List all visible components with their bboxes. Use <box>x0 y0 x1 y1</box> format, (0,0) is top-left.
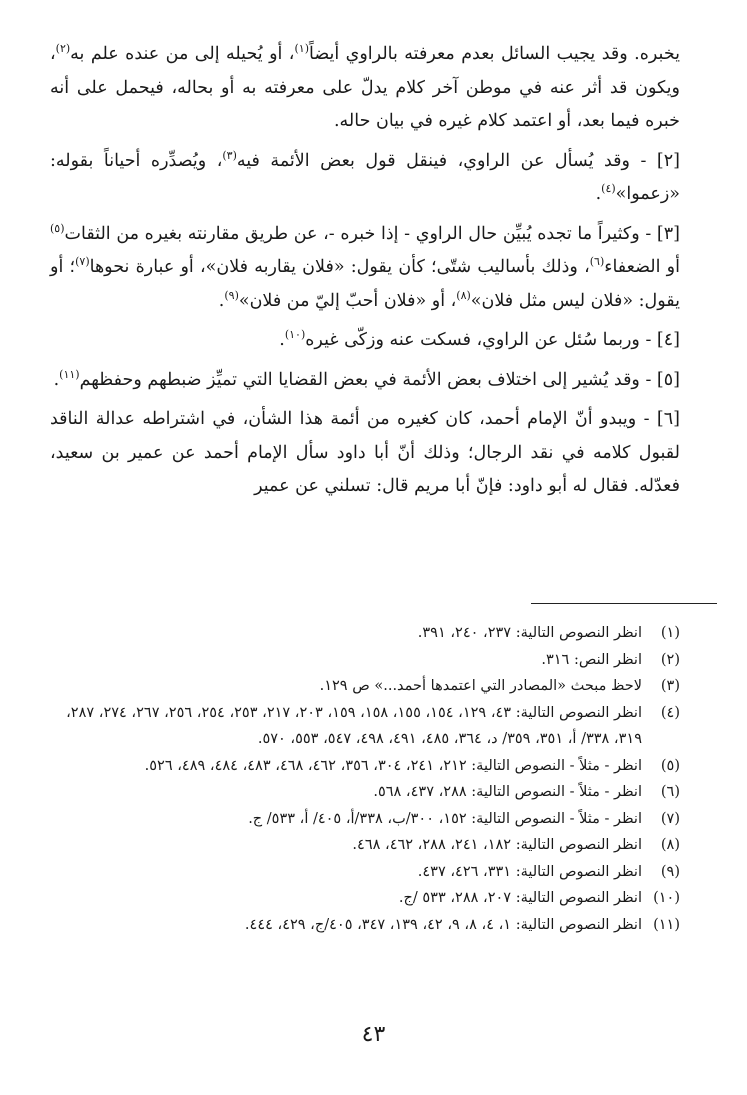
footnote-number: (٦) <box>660 784 680 800</box>
footnote-number: (١) <box>660 625 680 641</box>
footnote-reference: (١١) <box>59 367 80 381</box>
paragraph <box>50 218 680 319</box>
footnote-text: انظر النصوص التالية: ١، ٤، ٨، ٩، ٤٢، ١٣٩، ٣٤٧، ٤٠٥/ج، ٤٢٩، ٤٤٤. <box>244 916 642 933</box>
footnote <box>50 859 680 886</box>
paragraph-text: يخبره. وقد يجيب السائل بعدم معرفته بالراوي أيضاً <box>308 44 680 64</box>
footnote-reference: (٩) <box>224 288 239 302</box>
footnote-reference: (١٠) <box>284 328 306 342</box>
footnote-text: لاحظ مبحث «المصادر التي اعتمدها أحمد...» ص ١٢٩. <box>319 678 642 694</box>
footnote <box>50 779 680 806</box>
footnote <box>50 620 680 647</box>
page-number: ٤٣ <box>361 1022 386 1047</box>
paragraph-text: ، ويُصدِّره أحياناً بقوله: «زعموا» <box>50 150 680 204</box>
main-text <box>50 38 680 504</box>
paragraph <box>50 324 680 358</box>
footnote-text: انظر - مثلاً - النصوص التالية: ١٥٢، ٣٠٠/ب، ٣٣٨/أ، ٤٠٥/ أ، ٥٣٣/ ج. <box>248 810 642 827</box>
footnote-number: (٤) <box>660 704 680 721</box>
paragraph-text: ؛ أو يقول: «فلان ليس مثل فلان» <box>50 257 680 311</box>
footnote-number: (١٠) <box>653 890 680 906</box>
footnotes <box>50 620 680 938</box>
paragraph-text: [٦] - ويبدو أنّ الإمام أحمد، كان كغيره من أئمة هذا الشأن، في اشتراطه عدالة الناقد لقبول كلامه في نقد الرجال؛ وذلك أنّ أبا داود سأل الإمام أحمد عن عمير بن سعيد، فعدّله. فقال له أبو داود: فإنّ أبا مريم قال: تسلني عن عمير <box>50 409 680 496</box>
paragraph-text: . <box>595 184 602 204</box>
footnote-text: انظر النص: ٣١٦. <box>541 651 642 668</box>
footnote-reference: (٧) <box>75 255 90 269</box>
footnote <box>50 753 680 780</box>
paragraph-text: ، أو يُحيله إلى من عنده علم به <box>70 44 295 64</box>
footnote-reference: (٢) <box>55 42 71 56</box>
paragraph-text: . <box>218 290 225 311</box>
footnote <box>50 673 680 700</box>
footnote-reference: (٨) <box>456 288 471 302</box>
paragraph-text: [٢] - وقد يُسأل عن الراوي، فينقل قول بعض الأئمة فيه <box>236 150 680 171</box>
paragraph-text: [٥] - وقد يُشير إلى اختلاف بعض الأئمة في بعض القضايا التي تميِّز ضبطهم وحفظهم <box>79 369 680 390</box>
footnote-reference: (١) <box>294 42 309 56</box>
paragraph <box>50 364 680 398</box>
footnote-number: (٥) <box>660 757 680 774</box>
paragraph <box>50 38 680 139</box>
footnote-text: انظر - مثلاً - النصوص التالية: ٢١٢، ٢٤١، ٣٠٤، ٣٥٦، ٤٦٢، ٤٦٨، ٤٨٣، ٤٨٤، ٤٨٩، ٥٢٦. <box>144 757 642 774</box>
paragraph-text: ، أو «فلان أحبّ إليّ من فلان» <box>238 290 457 311</box>
paragraph-text: ، ويكون قد أثر عنه في موطن آخر كلام يدلّ على معرفته به أو بحاله، فيحمل على أنه خبره فيما بعد، أو اعتمد كلام غيره في بيان حاله. <box>50 44 680 131</box>
footnote-separator <box>531 603 717 604</box>
footnote-text: انظر النصوص التالية: ٣٣١، ٤٢٦، ٤٣٧. <box>417 863 642 880</box>
footnote <box>50 832 680 859</box>
footnote-text: انظر النصوص التالية: ١٨٢، ٢٤١، ٢٨٨، ٤٦٢، ٤٦٨. <box>352 837 642 853</box>
footnote-text: انظر النصوص التالية: ٢٠٧، ٢٨٨، ٥٣٣ /ج. <box>398 890 642 906</box>
paragraph <box>50 403 680 504</box>
paragraph-text: ، وذلك بأساليب شتّى؛ كأن يقول: «فلان يقاربه فلان»، أو عبارة نحوها <box>89 257 590 277</box>
paragraph-text: [٤] - وربما سُئل عن الراوي، فسكت عنه وزكّى غيره <box>305 330 680 350</box>
footnote-reference: (٥) <box>50 221 65 235</box>
footnote-reference: (٣) <box>222 148 237 162</box>
paragraph-text: . <box>53 369 60 390</box>
footnote-number: (٧) <box>660 810 680 827</box>
footnote-text: انظر - مثلاً - النصوص التالية: ٢٨٨، ٤٣٧، ٥٦٨. <box>373 784 642 800</box>
footnote-reference: (٤) <box>601 182 616 196</box>
paragraph <box>50 145 680 212</box>
footnote-reference: (٦) <box>589 255 605 269</box>
footnote-number: (٩) <box>660 863 680 880</box>
footnote-text: انظر النصوص التالية: ٢٣٧، ٢٤٠، ٣٩١. <box>417 625 642 641</box>
footnote <box>50 647 680 674</box>
footnote-text: انظر النصوص التالية: ٤٣، ١٢٩، ١٥٤، ١٥٥، ١٥٨، ١٥٩، ٢٠٣، ٢١٧، ٢٥٣، ٢٥٤، ٢٥٦، ٢٦٧، ٢٧٤، ٢٨٧، ٣١٩، ٣٣٨/ أ، ٣٥١، ٣٥٩/ د، ٣٦٤، ٤٨٥، ٤٩١، ٤٩٨، ٥٤٧، ٥٥٣، ٥٧٠. <box>66 704 642 747</box>
footnote-number: (٣) <box>660 678 680 694</box>
footnote <box>50 912 680 939</box>
footnote <box>50 700 680 753</box>
footnote-number: (٢) <box>660 651 680 668</box>
footnote-number: (١١) <box>653 916 680 933</box>
footnote <box>50 885 680 912</box>
page-body <box>50 38 680 510</box>
footnote <box>50 806 680 833</box>
paragraph-text: [٣] - وكثيراً ما تجده يُبيِّن حال الراوي - إذا خبره -، عن طريق مقارنته بغيره من الثقات <box>64 223 680 244</box>
paragraph-text: . <box>279 330 285 350</box>
paragraph-text: أو الضعفاء <box>604 257 680 277</box>
footnote-number: (٨) <box>660 837 680 853</box>
